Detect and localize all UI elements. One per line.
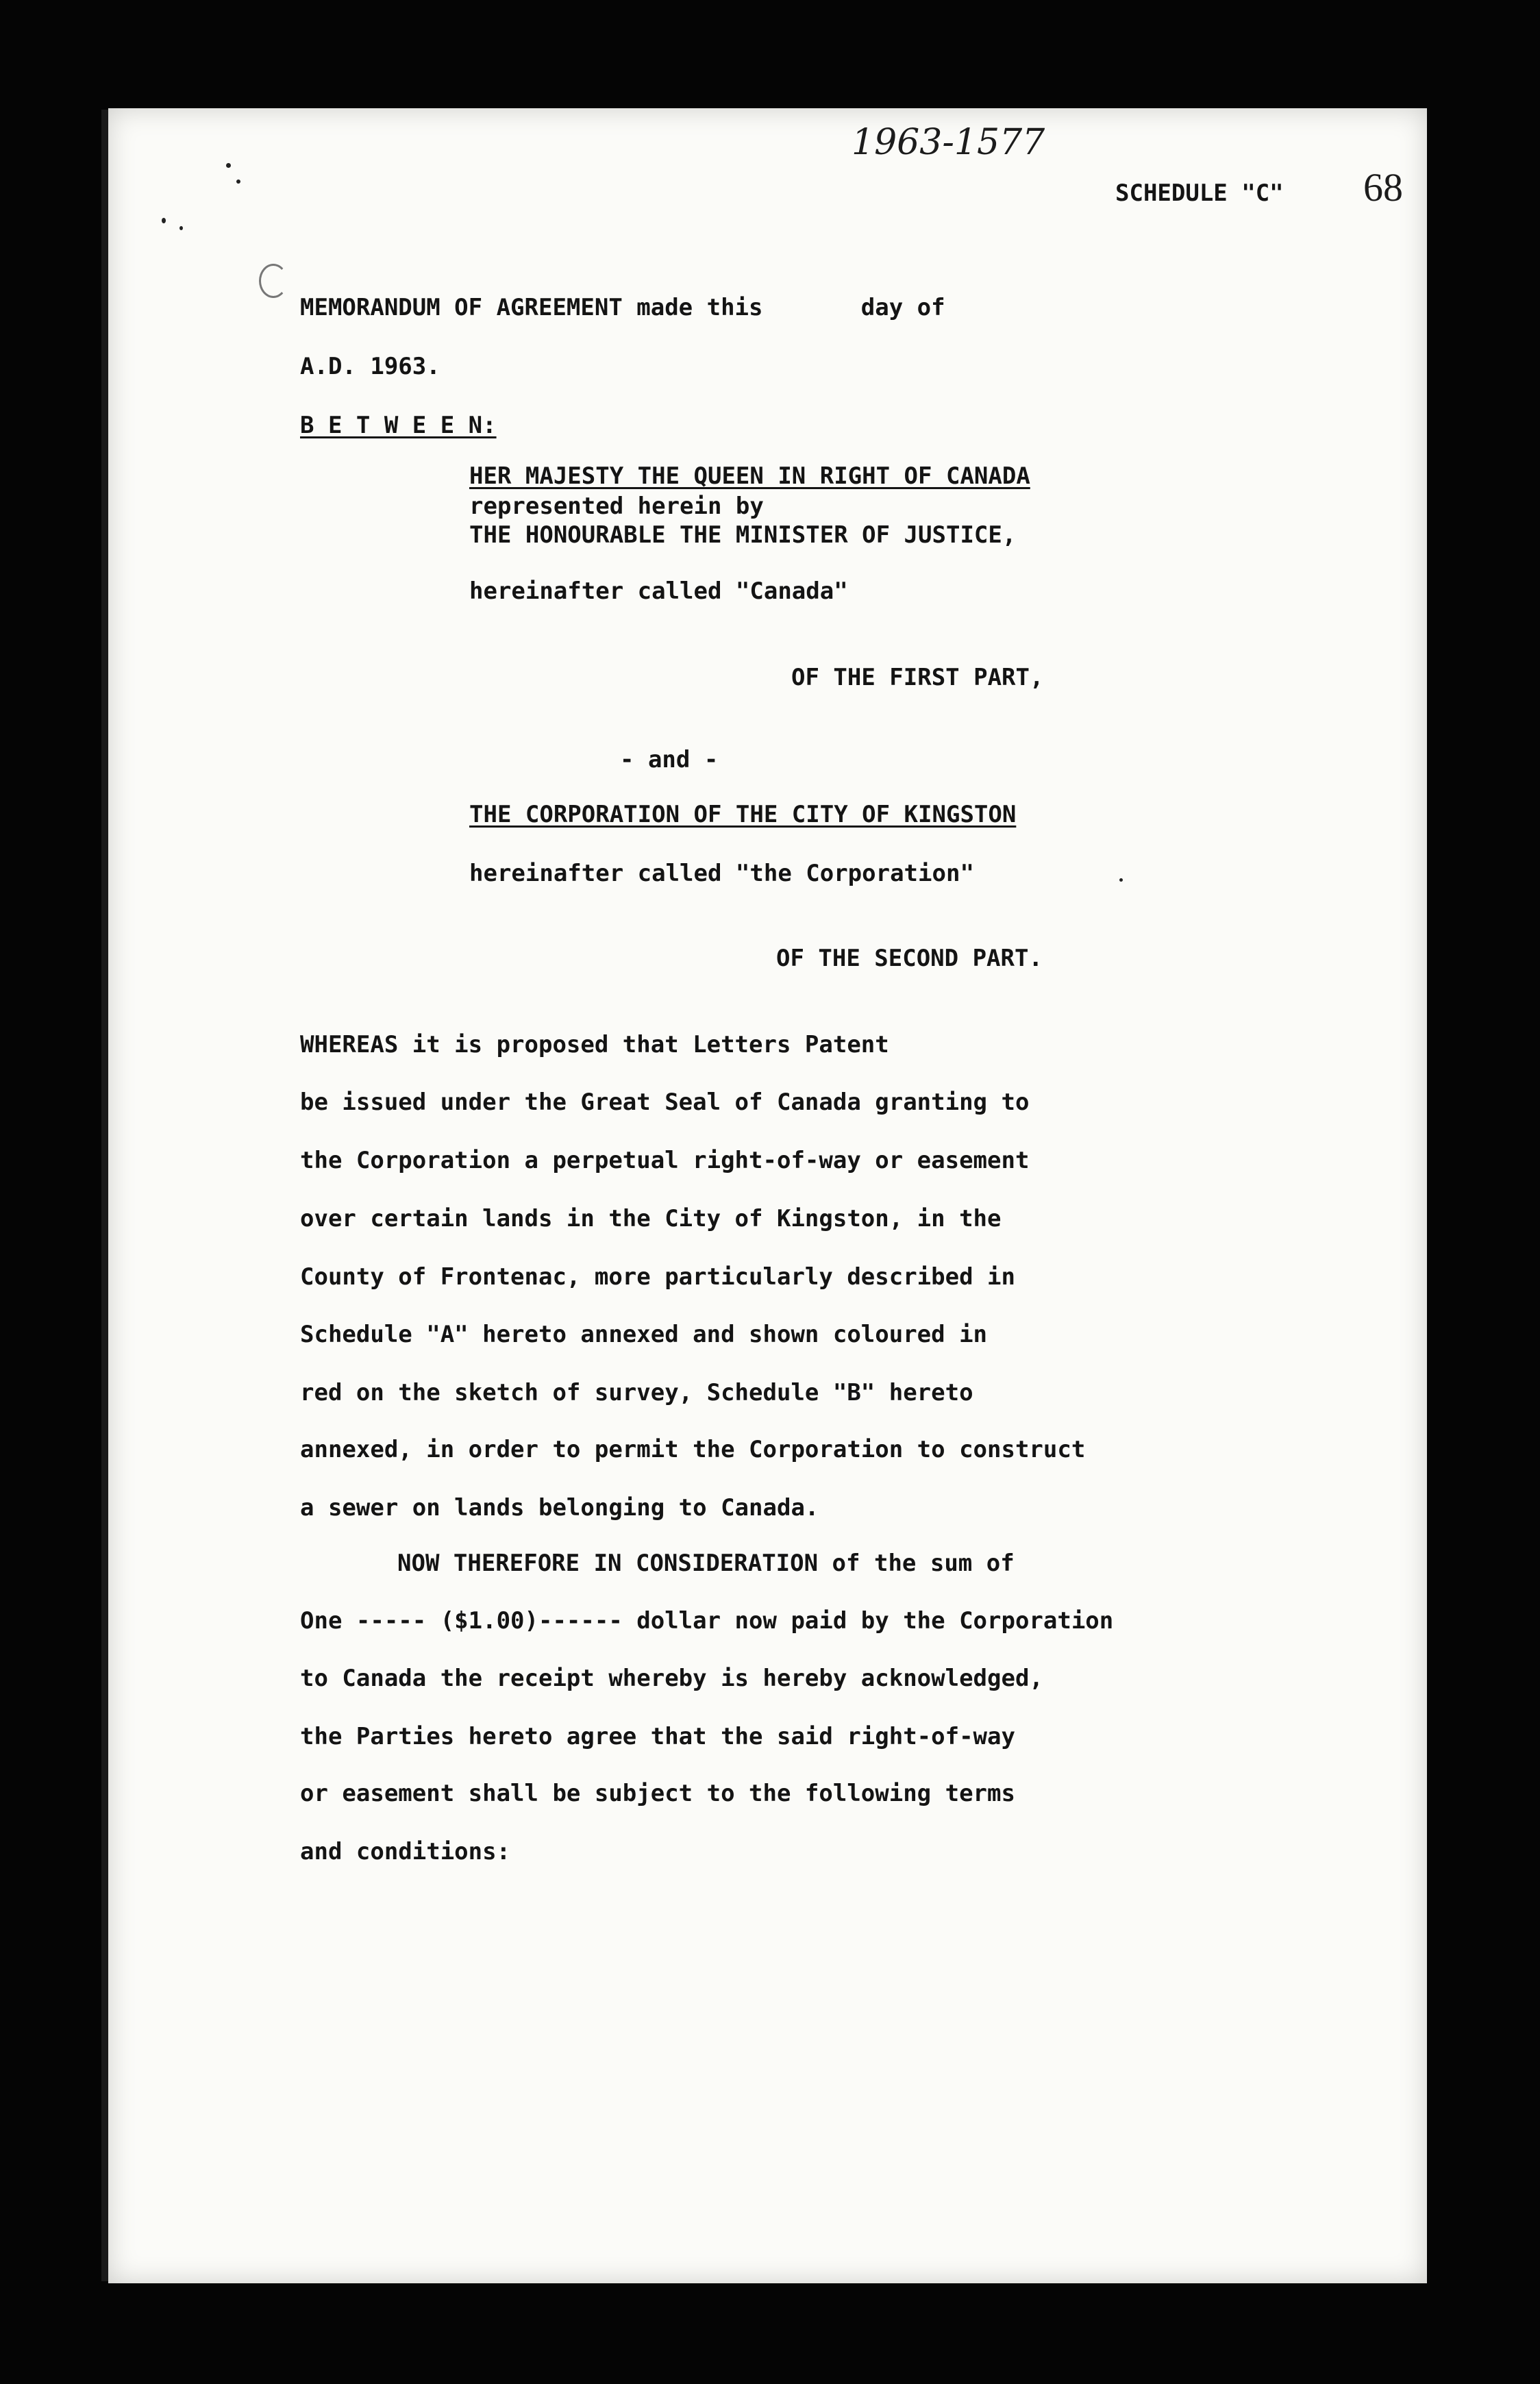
consideration-line: NOW THEREFORE IN CONSIDERATION of the sum of — [397, 1550, 1015, 1577]
whereas-line: the Corporation a perpetual right-of-way or easement — [300, 1147, 1030, 1174]
consideration-line: the Parties hereto agree that the said right-of-way — [300, 1723, 1015, 1750]
consideration-line: to Canada the receipt whereby is hereby acknowledged, — [300, 1665, 1043, 1692]
party1-name: HER MAJESTY THE QUEEN IN RIGHT OF CANADA — [469, 462, 1030, 490]
consideration-line: or easement shall be subject to the following terms — [300, 1780, 1015, 1807]
speck-mark — [1119, 878, 1123, 882]
party1-called: hereinafter called "Canada" — [469, 578, 848, 605]
whereas-line: Schedule "A" hereto annexed and shown coloured in — [300, 1321, 988, 1348]
whereas-line: over certain lands in the City of Kingston, in the — [300, 1205, 1002, 1232]
page-number: 68 — [1363, 165, 1403, 210]
punch-hole-mark — [259, 264, 288, 298]
handwritten-file-number: 1963-1577 — [852, 122, 1045, 163]
whereas-line: WHEREAS it is proposed that Letters Patent — [300, 1031, 889, 1058]
whereas-line: red on the sketch of survey, Schedule "B" hereto — [300, 1379, 973, 1406]
date-line: A.D. 1963. — [300, 353, 440, 380]
whereas-line: be issued under the Great Seal of Canada granting to — [300, 1089, 1030, 1116]
memorandum-line: MEMORANDUM OF AGREEMENT made this day of — [300, 294, 945, 321]
party1-part: OF THE FIRST PART, — [791, 664, 1044, 691]
consideration-line: and conditions: — [300, 1838, 511, 1865]
party2-part: OF THE SECOND PART. — [776, 945, 1043, 972]
consideration-line: One ----- ($1.00)------ dollar now paid by the Corporation — [300, 1607, 1114, 1635]
speck-mark — [226, 163, 231, 168]
whereas-line: annexed, in order to permit the Corporation to construct — [300, 1436, 1086, 1463]
speck-mark — [162, 218, 166, 223]
whereas-line: a sewer on lands belonging to Canada. — [300, 1494, 819, 1522]
whereas-line: County of Frontenac, more particularly described in — [300, 1263, 1015, 1291]
party1-rep-line2: THE HONOURABLE THE MINISTER OF JUSTICE, — [469, 521, 1017, 549]
party1-rep-line1: represented herein by — [469, 493, 764, 520]
between-heading: B E T W E E N: — [300, 412, 497, 439]
schedule-label: SCHEDULE "C" — [1115, 179, 1284, 207]
speck-mark — [179, 226, 183, 230]
speck-mark — [236, 179, 240, 184]
party2-called: hereinafter called "the Corporation" — [469, 860, 974, 887]
party2-name: THE CORPORATION OF THE CITY OF KINGSTON — [469, 801, 1017, 828]
and-separator: - and - — [620, 746, 719, 773]
